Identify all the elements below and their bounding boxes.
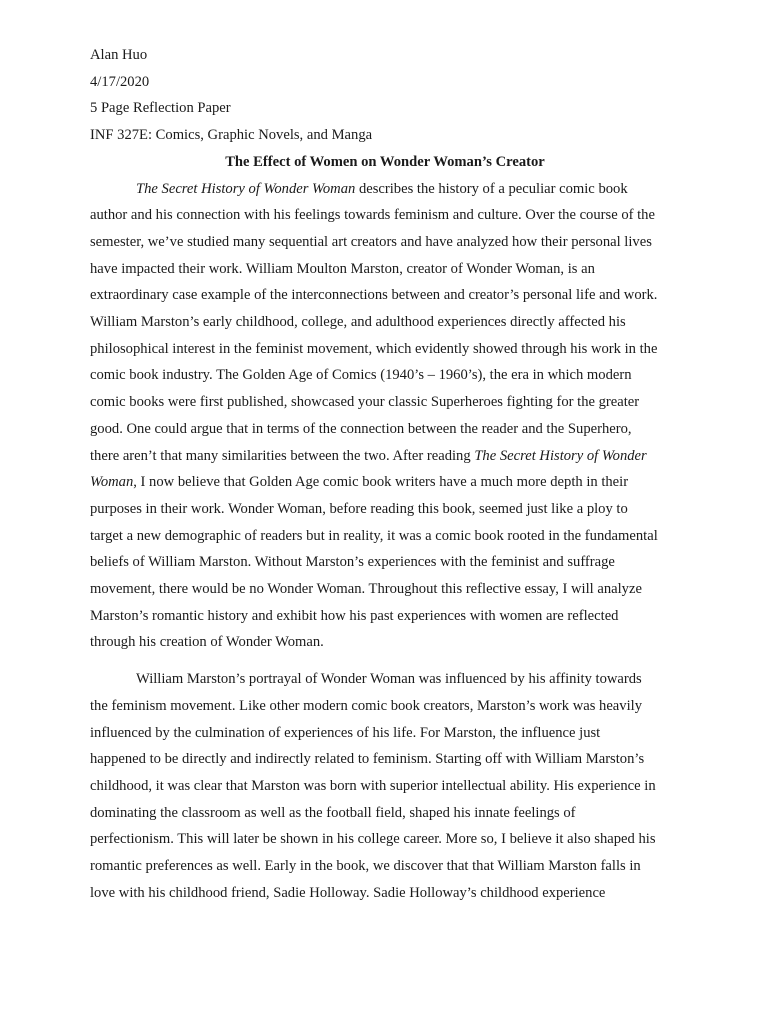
paragraph-line: comic book industry. The Golden Age of Comics (1940’s – 1960’s), the era in which modern [90, 367, 632, 384]
paragraph-line: have impacted their work. William Moulton Marston, creator of Wonder Woman, is an [90, 260, 595, 277]
paragraph-line: perfectionism. This will later be shown in his college career. More so, I believe it also shaped his [90, 831, 656, 848]
essay-title: The Effect of Women on Wonder Woman’s Creator [225, 153, 545, 170]
paragraph-line: romantic preferences as well. Early in the book, we discover that that William Marston falls in [90, 858, 641, 875]
paragraph-line: dominating the classroom as well as the football field, shaped his innate feelings of [90, 804, 576, 821]
paragraph-line: author and his connection with his feelings towards feminism and culture. Over the course of the [90, 207, 655, 224]
paragraph-line: happened to be directly and indirectly related to feminism. Starting off with William Marston’s [90, 751, 645, 768]
paragraph-line: Marston’s romantic history and exhibit how his past experiences with women are reflected [90, 607, 619, 624]
paragraph-line: purposes in their work. Wonder Woman, before reading this book, seemed just like a ploy to [90, 500, 628, 517]
course-name: INF 327E: Comics, Graphic Novels, and Manga [90, 127, 373, 144]
book-title-italic: The Secret History of Wonder [474, 447, 647, 464]
paragraph-line: comic books were first published, showcased your classic Superheroes fighting for the greater [90, 394, 640, 411]
paragraph-line: Woman, I now believe that Golden Age comic book writers have a much more depth in their [90, 474, 629, 491]
paragraph-line: movement, there would be no Wonder Woman. Throughout this reflective essay, I will analyze [90, 581, 642, 598]
paragraph-line: William Marston’s portrayal of Wonder Woman was influenced by his affinity towards [136, 671, 642, 688]
paragraph-line: The Secret History of Wonder Woman describes the history of a peculiar comic book [136, 180, 628, 197]
paragraph-line: influenced by the culmination of experiences of his life. For Marston, the influence just [90, 724, 601, 741]
paragraph-line: through his creation of Wonder Woman. [90, 634, 324, 651]
paragraph-line: beliefs of William Marston. Without Marston’s experiences with the feminist and suffrage [90, 554, 615, 571]
paragraph-line: there aren’t that many similarities between the two. After reading The Secret History of Wonder [90, 447, 647, 464]
paragraph-1 [90, 176, 680, 657]
paragraph-line: William Marston’s early childhood, college, and adulthood experiences directly affected his [90, 314, 626, 331]
paragraph-line: target a new demographic of readers but in reality, it was a comic book rooted in the fundamental [90, 527, 658, 544]
paragraph-2 [90, 666, 680, 906]
assignment-name: 5 Page Reflection Paper [90, 100, 231, 117]
paragraph-line: good. One could argue that in terms of the connection between the reader and the Superhero, [90, 420, 632, 437]
paragraph-line: philosophical interest in the feminist movement, which evidently showed through his work in the [90, 340, 658, 357]
document-body [90, 42, 680, 907]
book-title-italic: Woman [90, 474, 134, 491]
paragraph-line: semester, we’ve studied many sequential art creators and have analyzed how their personal lives [90, 233, 652, 250]
document-date: 4/17/2020 [90, 73, 150, 90]
paragraph-line: extraordinary case example of the interconnections between and creator’s personal life and work. [90, 287, 658, 304]
book-title-italic: The Secret History of Wonder Woman [136, 180, 356, 197]
paragraph-line: love with his childhood friend, Sadie Holloway. Sadie Holloway’s childhood experience [90, 884, 606, 901]
paragraph-line: childhood, it was clear that Marston was born with superior intellectual ability. His experience in [90, 777, 656, 794]
author-name: Alan Huo [90, 47, 148, 63]
paragraph-line: the feminism movement. Like other modern comic book creators, Marston’s work was heavily [90, 697, 642, 714]
